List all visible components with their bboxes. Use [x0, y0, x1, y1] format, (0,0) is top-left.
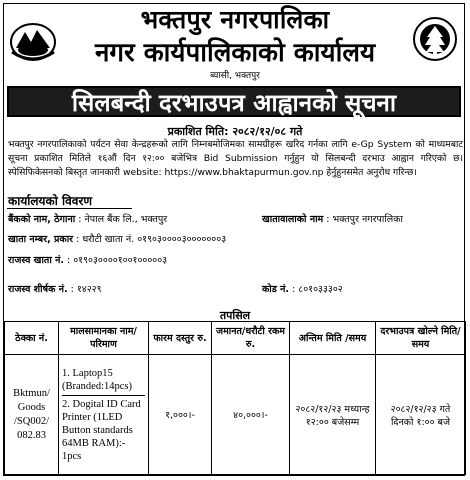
form-fee-cell: १,०००।-	[149, 355, 212, 475]
code-value: : ८०१०३३३०२	[292, 284, 343, 295]
code-row	[262, 282, 343, 295]
account-holder-label: खातावालाको नाम	[262, 214, 324, 225]
notice-title: सिलबन्दी दरभाउपत्र आह्वानको सूचना	[7, 86, 461, 117]
municipality-name: भक्तपुर नगरपालिका	[140, 5, 330, 34]
account-no-row	[8, 232, 226, 245]
header-bid-security: जमानत/धरौटी रकम रु.	[212, 322, 290, 355]
office-details-heading: कार्यालयको विवरण	[8, 194, 93, 208]
bank-row	[8, 212, 167, 225]
heading-underline	[7, 208, 132, 209]
revenue-account-label: राजस्व खाता नं.	[8, 255, 64, 266]
opening-cell: २०८२/१२/२३ गते दिनको १:०० बजे	[376, 355, 466, 475]
office-name: नगर कार्यपालिकाको कार्यालय	[94, 38, 376, 68]
deadline-cell: २०८२/१२/२३ मध्यान्ह १२:०० बजेसम्म	[290, 355, 376, 475]
goods-list	[62, 365, 145, 465]
notice-body: भक्तपुर नगरपालिकाको पर्यटन सेवा केन्द्रहरूको लागि निम्नबमोजिमका सामग्रीहरू खरिद गर्नका लागि e-Gp System को माध्यमबाट सूचना प्रकाशित मितिले १६औं दिन १२:०० बजेभित्र Bid Submission गर्नुहुन यो सिलबन्दी दरभाउ आह्वान गरिएको छ। स्पेसिफिकेसनको बिस्तृत जानकारी website: https://www.bhaktapurmun.gov.np हेर्नुहुनसमेत अनुरोध गरिन्छ।	[8, 139, 463, 178]
table-row	[5, 355, 466, 475]
bid-security-cell: ४०,०००।-	[212, 355, 290, 475]
goods-item: 1. Laptop15 (Branded:14pcs)	[62, 365, 145, 396]
header-goods: मालसामानका नाम/परिमाण	[59, 322, 149, 355]
header-deadline: अन्तिम मिति /समय	[290, 322, 376, 355]
account-no-label: खाता नम्बर, प्रकार	[8, 234, 74, 245]
revenue-account-row	[8, 253, 167, 266]
table-caption: तपसिल	[219, 309, 251, 322]
revenue-head-row	[8, 282, 102, 295]
code-label: कोड नं.	[262, 284, 290, 295]
header-opening: दरभाउपत्र खोल्ने मिति/समय	[376, 322, 466, 355]
goods-cell	[59, 355, 149, 475]
revenue-head-value: : १४२२९	[70, 284, 102, 295]
revenue-account-value: : ०१९०३००००१००१०००००३	[67, 255, 168, 266]
contract-no-cell: Bktmun/ Goods /SQ002/ 082.83	[5, 355, 59, 475]
goods-item: 2. Dogital ID Card Printer (1LED Button standards 64MB RAM):- 1pcs	[62, 398, 141, 462]
header-contract-no: ठेक्का नं.	[5, 322, 59, 355]
account-no-value: : धरौटी खाता नं. ०१९०३००००३०००००००३	[76, 234, 227, 245]
account-holder-value: : भक्तपुर नगरपालिका	[326, 214, 403, 225]
account-holder-row	[262, 212, 403, 225]
bank-value: : नेपाल बैंक लि., भक्तपुर	[78, 214, 168, 225]
bank-label: बैंकको नाम, ठेगाना	[8, 214, 76, 225]
table-header-row	[5, 322, 466, 355]
header-form-fee: फारम दस्तुर रु.	[149, 322, 212, 355]
tender-table	[4, 321, 466, 475]
revenue-head-label: राजस्व शीर्षक नं.	[8, 284, 68, 295]
office-location: ब्यासी, भक्तपुर	[210, 71, 260, 81]
published-date: प्रकाशित मिति: २०८२/१२/०८ गते	[167, 125, 303, 138]
